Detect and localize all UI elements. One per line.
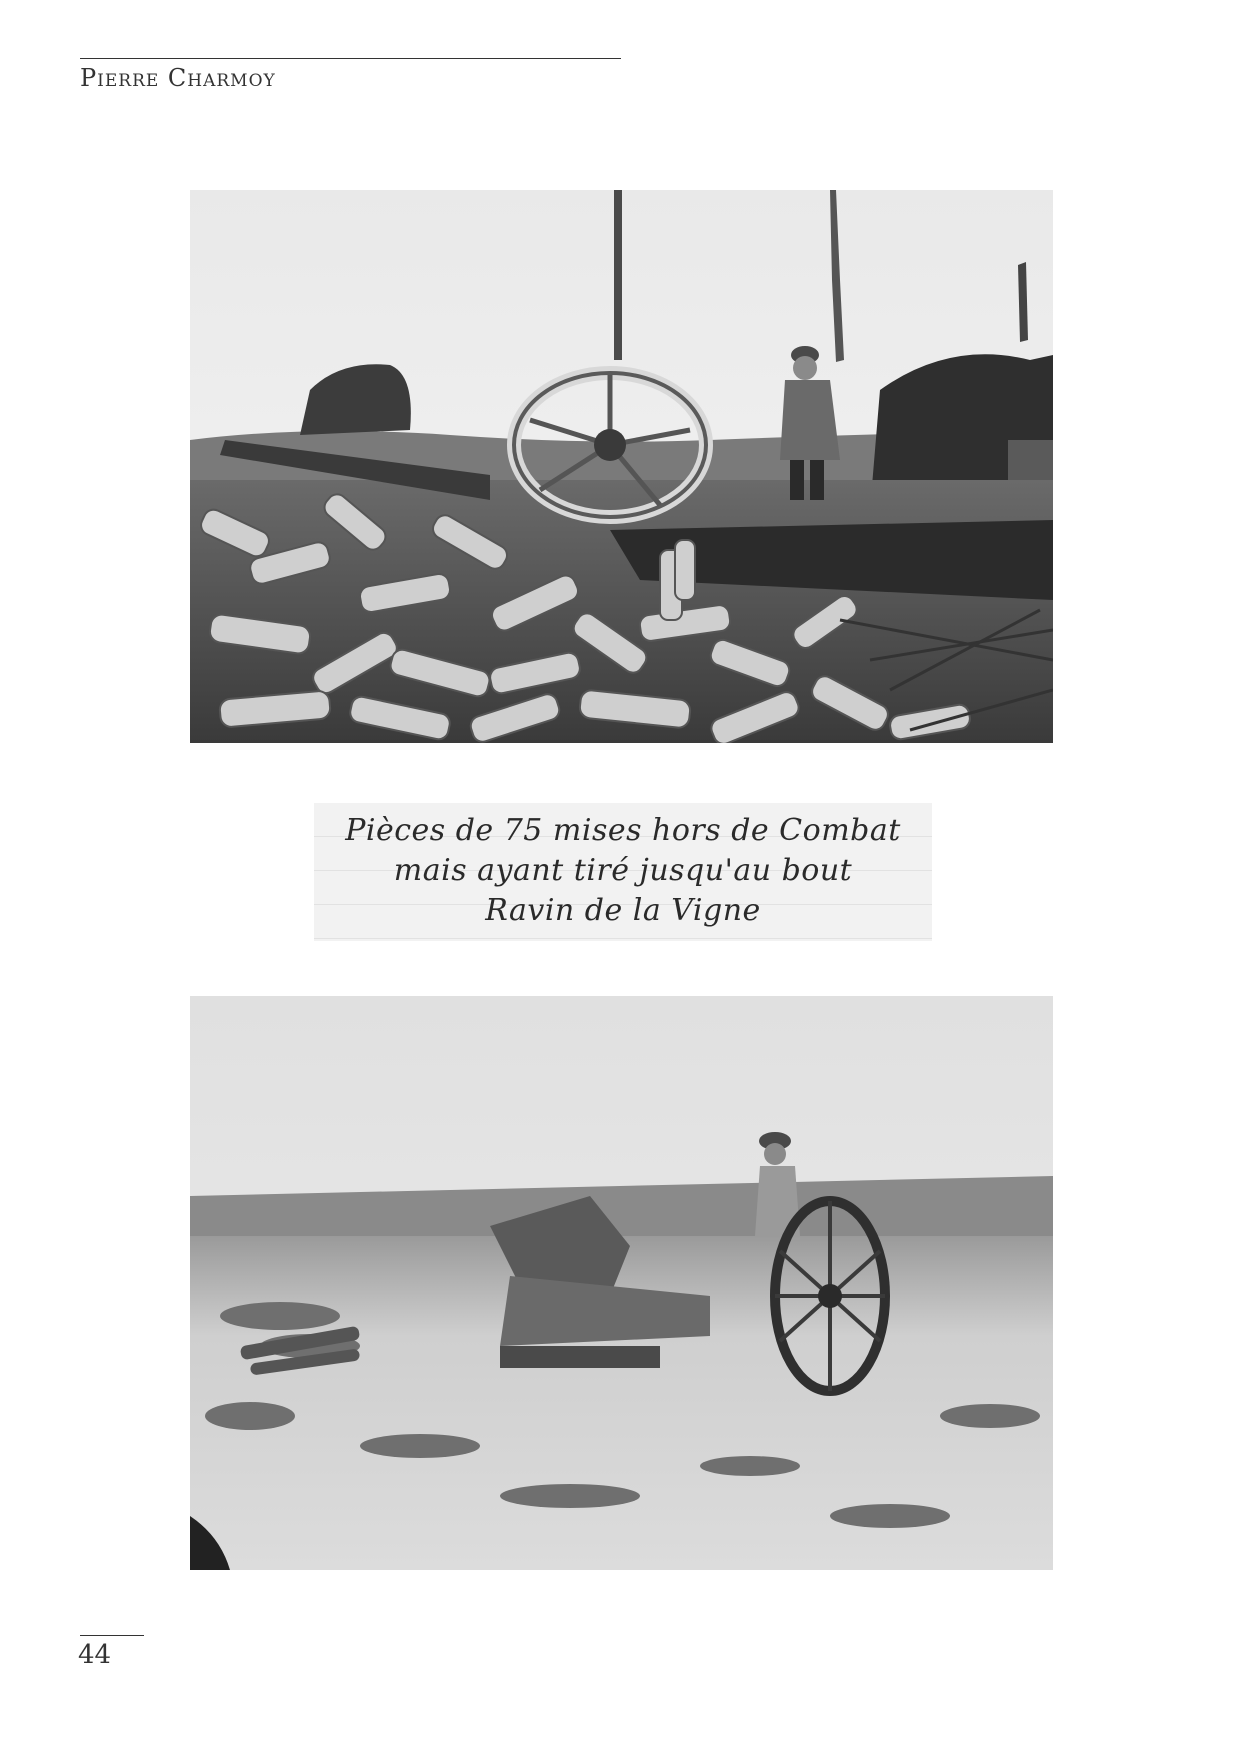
header-rule xyxy=(80,58,621,59)
running-head: Pierre Charmoy xyxy=(80,64,276,92)
handwritten-caption xyxy=(314,803,932,941)
photo-wrecked-gun-field xyxy=(190,996,1053,1570)
caption-line-1: Pièces de 75 mises hors de Combat xyxy=(345,813,901,848)
photo-destroyed-gun-shell-casings xyxy=(190,190,1053,743)
page-number: 44 xyxy=(78,1640,112,1670)
caption-line-2: mais ayant tiré jusqu'au bout xyxy=(393,853,853,888)
folio-rule xyxy=(80,1635,144,1636)
caption-line-3: Ravin de la Vigne xyxy=(485,893,761,928)
